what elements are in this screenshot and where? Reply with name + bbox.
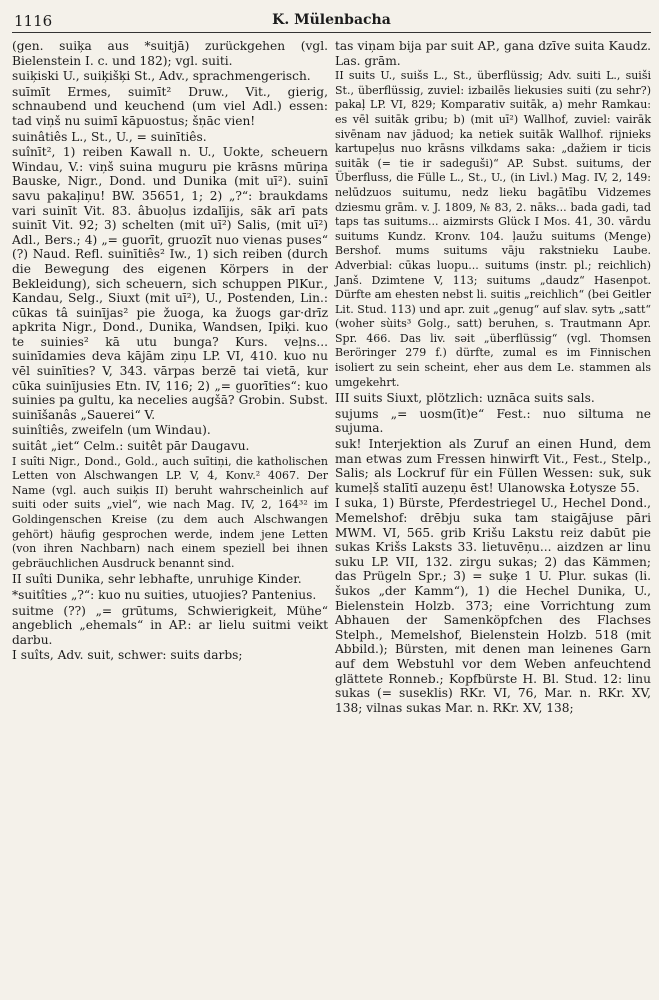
dictionary-entry: suiķiski U., suiķišķi St., Adv., sprachmengerisch.	[12, 69, 311, 84]
dictionary-entry: suīmīt Ermes, suimīt² Druw., Vit., gierig, schnaubend und keuchend (um viel Adl.) essen: tad viņš nu suimī kāpuostus; šņāc vien!	[12, 84, 328, 128]
dictionary-entry: suk! Interjektion als Zuruf an einen Hund, dem man etwas zum Fressen hinwirft Vit., Fest., Stelp., Salis; als Lockruf für ein Füllen Wessen: suk, suk kumeļš stalītī auzeņu ēst! Ulanowska Łotysze 55.	[335, 437, 651, 495]
dictionary-entry: I suîti Nigr., Dond., Gold., auch suītiņi, die katholischen Letten von Alschwangen LP. V, 4, Konv.² 4067. Der Name (vgl. auch suiķis II) beruht wahrscheinlich auf suiti oder suits „viel“, wie nach Mag. IV, 2, 164³² im Goldingenschen Kreise (zu dem auch Alschwangen gehört) häufig gesprochen werde, indem jene Letten (von ihren Nachbarn) nach einem speziell bei ihnen gebräuchlichen Ausdruck benannt sind.	[12, 454, 328, 570]
right-column	[335, 39, 651, 716]
dictionary-entry: suînīt², 1) reiben Kawall n. U., Uokte, scheuern Windau, V.: viņš suina muguru pie krāsns mūriņa Bauske, Nigr., Dond. und Dunika (mit uī²). suinī savu pakaļiņu! BW. 35651, 1; 2) „?“: braukdams vari suinīt Vit. 83. âbuoļus izdalījis, sāk arī pats suinīt Vit. 92; 3) schelten (mit uī²) Salis, (mit uī²) Adl., Bers.; 4) „= guorīt, gruozīt nuo vienas puses“ (?) Naud. Refl. suinītiês² Iw., 1) sich reiben (durch die Bewegung des eigenen Körpers in der Bekleidung), sich scheuern, sich schuppen PlKur., Kandau, Selg., Siuxt (mit uī²), U., Postenden, Lin.: cūkas tâ suinījas² pie žuoga, ka žuogs gar·drīz apkrita Nigr., Dond., Dunika, Wandsen, Ipiķi. kuo te suinies² kā utu bunga? Kurs. veļns... suinīdamies deva kājām ziņu LP. VI, 410. kuo nu vēl suinīties? V, 343. vārpas berzē tai vietā, kur cūka suinījusies Etn. IV, 116; 2) „= guorīties“: kuo suinies pa gultu, ka necelies augšā? Grobin. Subst. suinīšanâs „Sauerei“ V.	[12, 145, 328, 422]
dictionary-entry: suitât „iet“ Celm.: suitêt pār Daugavu.	[12, 439, 250, 454]
dictionary-entry: II suîti Dunika, sehr lebhafte, unruhige Kinder.	[12, 572, 302, 587]
dictionary-entry: suitme (??) „= grūtums, Schwierigkeit, Mühe“ angeblich „ehemals“ in AP.: ar lielu suitmi veikt darbu.	[12, 603, 328, 647]
dictionary-entry: suinîtiês, zweifeln (um Windau).	[12, 423, 211, 438]
dictionary-entry: II suits U., suišs L., St., überflüssig; Adv. suiti L., suiši St., überflüssig, zuviel: izbailēs liekusies suiti (zu sehr?) pakaļ LP. VI, 829; Komparativ suitāk, a) mehr Ramkau: es vēl suitāk gribu; b) (mit uī²) Wallhof, zuviel: vairāk sivēnam nav jāduod; ka netiek suitāk Wallhof. rijnieks kartupeļus nuo krāsns vilkdams saka: „dažiem ir ticis suitāk (= tie ir sadeguši)“ AP. Subst. suitums, der Überfluss, die Fülle L., St., U., (in Livl.) Mag. IV, 2, 149: nelūdzuos suitumu, nedz lieku bagātību Vidzemes dziesmu grām. v. J. 1809, № 83, 2. nāks... bada gadi, tad taps tas suitums... aizmirsts Glück I Mos. 41, 30. vārdu suitums Kundz. Kronv. 104. ļaužu suitums (Menge) Bershof. mums suitums vāju rakstnieku Laube. Adverbial: cūkas luopu... suitums (instr. pl.; reichlich) Janš. Dzimtene V, 113; suitums „daudz“ Hasenpot. Dürfte am ehesten nebst li. suitis „reichlich“ (bei Geitler Lit. Stud. 113) und apr. zuit „genug“ auf slav. sytъ „satt“ (woher sùits³ Golg., satt) beruhen, s. Trautmann Apr. Spr. 466. Das liv. sǝit „überflüssig“ (vgl. Thomsen Beröringer 279 f.) dürfte, zumal es im Finnischen isoliert zu sein scheint, eher aus dem Le. stammen als umgekehrt.	[335, 69, 651, 389]
dictionary-entry: suinâtiês L., St., U., = suinītiês.	[12, 129, 207, 144]
page-number: 1116	[14, 12, 53, 30]
dictionary-entry: sujums „= uosm(īt)e“ Fest.: nuo siltuma ne sujuma.	[335, 406, 651, 436]
left-column	[12, 39, 328, 716]
dictionary-entry: I suka, 1) Bürste, Pferdestriegel U., Hechel Dond., Memelshof: drēbju suka tam staigājuse pāri MWM. VI, 565. grib Krišu Lakstu reiz dabūt pie sukas Krišs Laksts 33. lietuvēņu... aizdzen ar linu suku LP. VII, 132. zirgu sukas; 2) das Kämmen; das Prügeln Spr.; 3) = suķe 1 U. Plur. sukas (li. šukos „der Kamm“), 1) die Hechel Dunika, U., Bielenstein Holzb. 373; eine Vorrichtung zum Abhauen der Samenköpfchen des Flachses Stelph., Memelshof, Bielenstein Holzb. 518 (mit Abbild.); Bürsten, mit denen man leinenes Garn auf dem Webstuhl vor dem Weben anfeuchtend glättete Ronneb.; Kopfbürste H. Bl. Stud. 12: linu sukas (= susekli̇s) RKr. VI, 76, Mar. n. RKr. XV, 138; vilnas sukas Mar. n. RKr. XV, 138;	[335, 496, 651, 715]
dictionary-entry: I suîts, Adv. suit, schwer: suits darbs;	[12, 648, 243, 663]
running-head: K. Mülenbacha	[272, 12, 391, 28]
page-header	[12, 6, 651, 33]
two-column-body	[12, 39, 651, 716]
dictionary-entry: tas viņam bija par suit AP., gana dzīve suita Kaudz. Las. grām.	[335, 39, 651, 68]
dictionary-entry: *suitîties „?“: kuo nu suities, utuojies? Pantenius.	[12, 587, 317, 602]
dictionary-entry: III suits Siuxt, plötzlich: uznāca suits sals.	[335, 391, 595, 406]
dictionary-entry: (gen. suiķa aus *suitjā) zurückgehen (vgl. Bielenstein I. c. und 182); vgl. suiti.	[12, 39, 328, 68]
